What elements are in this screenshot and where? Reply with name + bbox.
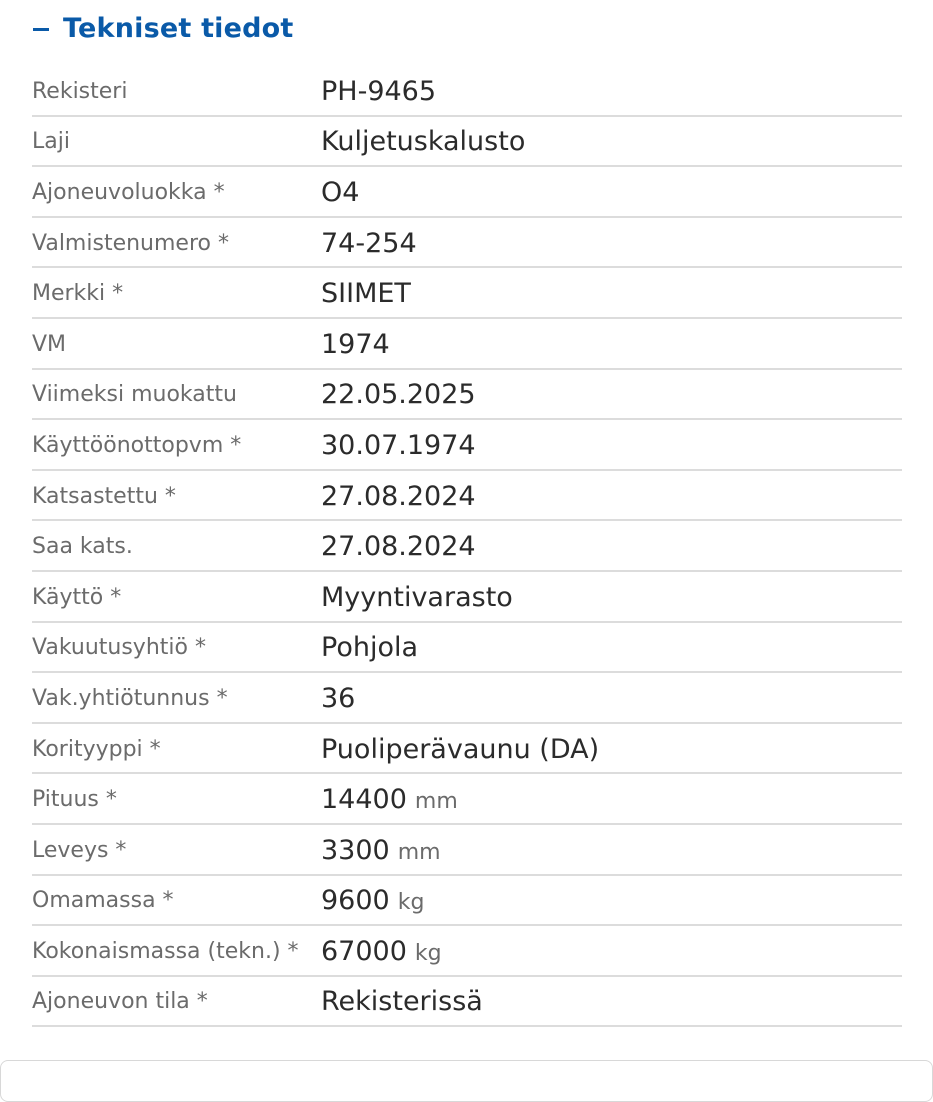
spec-value (321, 319, 902, 370)
spec-row (32, 167, 902, 218)
spec-value (321, 724, 902, 775)
spec-value (321, 268, 902, 319)
spec-row (32, 623, 902, 674)
spec-value-text: 22.05.2025 (321, 379, 476, 411)
spec-unit: kg (414, 940, 442, 966)
spec-value-text: 9600 (321, 885, 390, 917)
spec-row (32, 724, 902, 775)
spec-value-text: Kuljetuskalusto (321, 126, 526, 158)
spec-value-text: 67000 (321, 935, 407, 967)
spec-row (32, 319, 902, 370)
spec-value-text: Pohjola (321, 632, 419, 664)
section-title: Tekniset tiedot (63, 12, 294, 44)
spec-value-text: Rekisterissä (321, 986, 483, 1018)
spec-value (321, 167, 902, 218)
spec-value-text: 30.07.1974 (321, 429, 476, 461)
spec-value (321, 370, 902, 421)
spec-value (321, 521, 902, 572)
spec-value-text: Puoliperävaunu (DA) (321, 733, 600, 765)
spec-label: Ajoneuvon tila * (32, 977, 321, 1028)
spec-row (32, 66, 902, 117)
spec-value (321, 572, 902, 623)
spec-label: Vakuutusyhtiö * (32, 623, 321, 674)
spec-value (321, 926, 902, 977)
section-header-tekniset-tiedot[interactable] (33, 6, 294, 50)
spec-value-text: 14400 (321, 784, 407, 816)
spec-value (321, 977, 902, 1028)
spec-label: Vak.yhtiötunnus * (32, 673, 321, 724)
spec-label: Omamassa * (32, 876, 321, 927)
spec-row (32, 977, 902, 1028)
spec-label: Valmistenumero * (32, 218, 321, 269)
next-section-card (0, 1060, 933, 1102)
spec-unit: mm (414, 789, 458, 815)
spec-value (321, 420, 902, 471)
spec-label: Laji (32, 117, 321, 168)
spec-value (321, 825, 902, 876)
spec-label: Merkki * (32, 268, 321, 319)
collapse-minus-icon[interactable] (33, 28, 49, 31)
spec-value-text: 36 (321, 682, 356, 714)
spec-value-text: 1974 (321, 328, 390, 360)
spec-row (32, 774, 902, 825)
spec-row (32, 825, 902, 876)
spec-value-text: Myyntivarasto (321, 581, 513, 613)
spec-value (321, 876, 902, 927)
spec-table (32, 66, 902, 1027)
spec-label: Rekisteri (32, 66, 321, 117)
spec-row (32, 420, 902, 471)
spec-row (32, 471, 902, 522)
spec-value (321, 66, 902, 117)
spec-row (32, 572, 902, 623)
spec-value (321, 471, 902, 522)
spec-value (321, 218, 902, 269)
spec-value-text: 3300 (321, 834, 390, 866)
spec-value-text: PH-9465 (321, 75, 437, 107)
spec-label: Käyttöönottopvm * (32, 420, 321, 471)
spec-value-text: 27.08.2024 (321, 480, 476, 512)
spec-row (32, 876, 902, 927)
spec-value-text: 74-254 (321, 227, 417, 259)
spec-label: Katsastettu * (32, 471, 321, 522)
spec-value (321, 673, 902, 724)
spec-row (32, 521, 902, 572)
spec-value-text: O4 (321, 176, 360, 208)
spec-value (321, 117, 902, 168)
spec-row (32, 926, 902, 977)
spec-unit: mm (397, 839, 441, 865)
spec-label: Kokonaismassa (tekn.) * (32, 926, 321, 977)
spec-label: VM (32, 319, 321, 370)
spec-row (32, 218, 902, 269)
spec-row (32, 268, 902, 319)
spec-label: Käyttö * (32, 572, 321, 623)
spec-label: Leveys * (32, 825, 321, 876)
spec-value (321, 623, 902, 674)
spec-label: Korityyppi * (32, 724, 321, 775)
spec-row (32, 370, 902, 421)
spec-label: Viimeksi muokattu (32, 370, 321, 421)
spec-value-text: 27.08.2024 (321, 531, 476, 563)
spec-unit: kg (397, 890, 425, 916)
spec-row (32, 673, 902, 724)
spec-value-text: SIIMET (321, 278, 411, 310)
spec-label: Pituus * (32, 774, 321, 825)
spec-label: Ajoneuvoluokka * (32, 167, 321, 218)
spec-row (32, 117, 902, 168)
spec-value (321, 774, 902, 825)
spec-label: Saa kats. (32, 521, 321, 572)
